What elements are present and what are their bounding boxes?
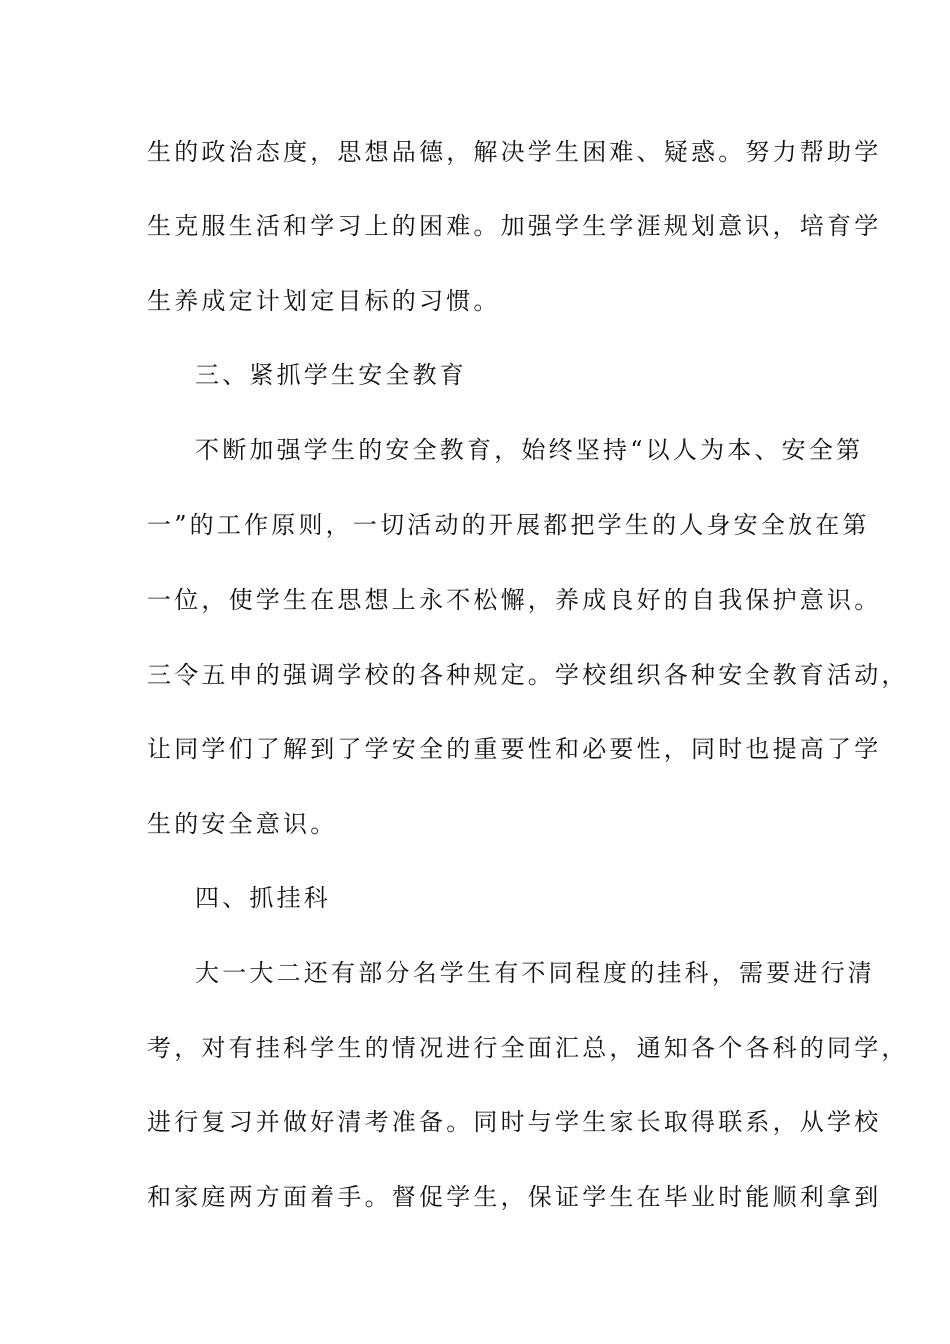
paragraph-line: 让同学们了解到了学安全的重要性和必要性，同时也提高了学	[147, 735, 882, 763]
paragraph-line: 生的安全意识。	[147, 810, 338, 838]
paragraph-line: 一位，使学生在思想上永不松懈，养成良好的自我保护意识。	[147, 586, 882, 614]
paragraph-line: 生克服生活和学习上的困难。加强学生学涯规划意识，培育学	[147, 212, 882, 240]
paragraph-line: 大一大二还有部分名学生有不同程度的挂科，需要进行清	[195, 959, 875, 987]
paragraph-line: 生养成定计划定目标的习惯。	[147, 287, 501, 315]
paragraph-line: 生的政治态度，思想品德，解决学生困难、疑惑。努力帮助学	[147, 138, 882, 166]
paragraph-line: 和家庭两方面着手。督促学生，保证学生在毕业时能顺利拿到	[147, 1183, 882, 1211]
section-heading: 四、抓挂科	[195, 884, 331, 912]
paragraph-line: 进行复习并做好清考准备。同时与学生家长取得联系，从学校	[147, 1108, 882, 1136]
paragraph-line: 三令五申的强调学校的各种规定。学校组织各种安全教育活动，	[147, 661, 909, 689]
paragraph-line: 不断加强学生的安全教育，始终坚持“以人为本、安全第	[195, 436, 864, 464]
paragraph-line: 考，对有挂科学生的情况进行全面汇总，通知各个各科的同学，	[147, 1034, 909, 1062]
paragraph-line: 一”的工作原则，一切活动的开展都把学生的人身安全放在第	[147, 511, 870, 539]
section-heading: 三、紧抓学生安全教育	[195, 361, 467, 389]
